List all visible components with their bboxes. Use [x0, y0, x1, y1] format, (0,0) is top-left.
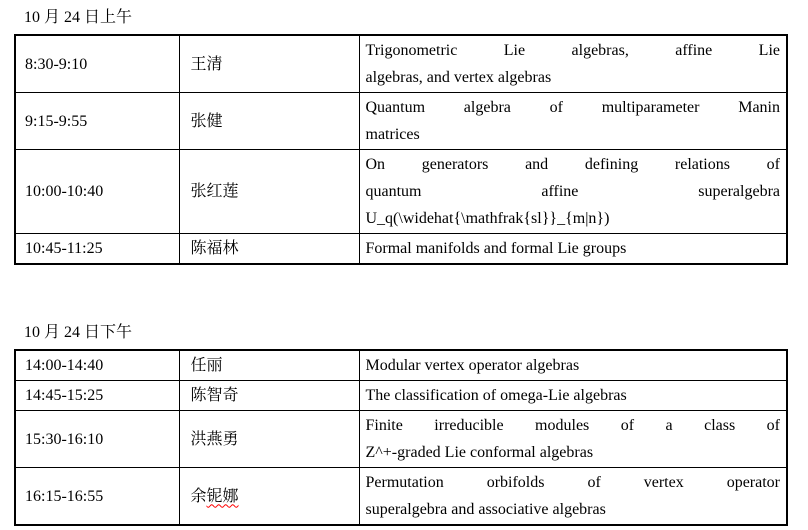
title-cell — [359, 35, 787, 93]
speaker-cell: 陈福林 — [179, 234, 359, 265]
title-cell — [359, 381, 787, 411]
title-line: Formal manifolds and formal Lie groups — [365, 240, 627, 257]
speaker-cell: 张红莲 — [179, 150, 359, 234]
title-line: Modular vertex operator algebras — [365, 357, 580, 374]
time-cell: 10:45-11:25 — [15, 234, 179, 265]
section-heading-morning: 10 月 24 日上午 — [24, 9, 133, 26]
schedule-table-morning — [14, 34, 788, 265]
table-row — [15, 93, 787, 150]
title-line: Quantum algebra of multiparameter Manin — [365, 99, 780, 116]
spellcheck-underline: 铌娜 — [206, 487, 239, 505]
schedule-table-afternoon — [14, 349, 788, 526]
time-cell: 10:00-10:40 — [15, 150, 179, 234]
session-morning — [14, 6, 808, 265]
speaker-cell: 王清 — [179, 35, 359, 93]
speaker-cell: 余铌娜 — [179, 468, 359, 526]
title-line: algebras, and vertex algebras — [365, 69, 552, 86]
time-cell: 14:00-14:40 — [15, 350, 179, 381]
title-cell — [359, 234, 787, 265]
title-line: quantum affine superalgebra — [365, 183, 780, 200]
section-heading-afternoon: 10 月 24 日下午 — [24, 324, 133, 341]
title-line: superalgebra and associative algebras — [365, 501, 606, 518]
title-line: Z^+-graded Lie conformal algebras — [365, 444, 594, 461]
speaker-cell: 洪燕勇 — [179, 411, 359, 468]
session-afternoon — [14, 321, 808, 526]
time-cell: 9:15-9:55 — [15, 93, 179, 150]
table-row — [15, 350, 787, 381]
title-line: U_q(\widehat{\mathfrak{sl}}_{m|n}) — [365, 210, 610, 227]
time-cell: 16:15-16:55 — [15, 468, 179, 526]
title-line: Trigonometric Lie algebras, affine Lie — [365, 42, 780, 59]
title-cell — [359, 411, 787, 468]
time-cell: 15:30-16:10 — [15, 411, 179, 468]
time-cell: 14:45-15:25 — [15, 381, 179, 411]
table-row — [15, 234, 787, 265]
title-line: On generators and defining relations of — [365, 156, 780, 173]
title-line: The classification of omega-Lie algebras — [365, 387, 627, 404]
title-line: Permutation orbifolds of vertex operator — [365, 474, 780, 491]
title-line: Finite irreducible modules of a class of — [365, 417, 780, 434]
title-cell — [359, 150, 787, 234]
table-row — [15, 468, 787, 526]
table-row — [15, 150, 787, 234]
time-cell: 8:30-9:10 — [15, 35, 179, 93]
title-cell — [359, 350, 787, 381]
table-row — [15, 381, 787, 411]
speaker-cell: 任丽 — [179, 350, 359, 381]
title-cell — [359, 93, 787, 150]
table-row — [15, 411, 787, 468]
title-line: matrices — [365, 126, 420, 143]
table-row — [15, 35, 787, 93]
speaker-cell: 陈智奇 — [179, 381, 359, 411]
speaker-cell: 张健 — [179, 93, 359, 150]
title-cell — [359, 468, 787, 526]
